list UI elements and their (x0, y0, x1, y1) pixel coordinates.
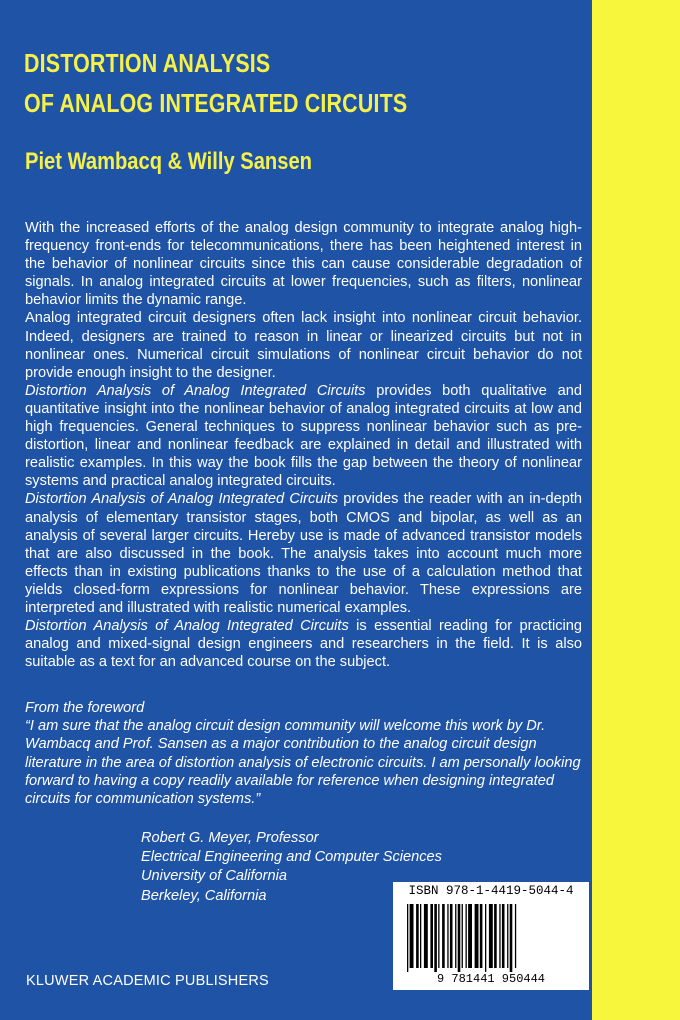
blurb-paragraph-2: Analog integrated circuit designers often lack insight into nonlinear circuit behavior. Indeed, designers are trained to reason in linear or linearized circuits but not in nonlinear ones. Numerical circuit simulations of nonlinear circuit behavior do not provide enough insight to the designer. (25, 310, 582, 381)
barcode-bar (442, 904, 445, 968)
barcode-bar (420, 904, 421, 968)
barcode-bar (438, 904, 439, 968)
barcode-bar (455, 904, 456, 968)
signature-location: Berkeley, California (141, 887, 267, 904)
barcode-bar (458, 904, 461, 972)
barcode-bar (485, 904, 486, 972)
blurb (25, 219, 582, 671)
blurb-paragraph-3 (25, 382, 582, 491)
barcode-bar (499, 904, 500, 968)
signature-department: Electrical Engineering and Computer Sciences (141, 849, 442, 866)
authors: Piet Wambacq & Willy Sansen (25, 148, 312, 175)
barcode-bar (410, 904, 414, 968)
barcode-bar (480, 904, 483, 968)
barcode-bar (468, 904, 472, 968)
blurb-paragraph-4 (25, 490, 582, 617)
publisher: KLUWER ACADEMIC PUBLISHERS (26, 973, 269, 989)
barcode-bar (515, 904, 516, 968)
barcode-bar (462, 904, 463, 968)
barcode-bar (430, 904, 433, 968)
barcode-bar (416, 904, 419, 968)
barcode-bars (393, 900, 589, 974)
yellow-spine-strip (592, 0, 680, 1020)
barcode-bar (502, 904, 505, 968)
blurb-text: provides both qualitative and quantitative insight into the nonlinear behavior of analog integrated circuits at low and high frequencies. General techniques to suppress nonlinear behavior such as pre-distortion, linear and nonlinear feedback are explained in detail and illustrated with realistic examples. In this way the book fills the gap between the theory of nonlinear systems and practical analog integrated circuits. (25, 382, 582, 490)
barcode-bar (434, 904, 437, 972)
barcode-bar (447, 904, 448, 968)
blurb-paragraph-5 (25, 617, 582, 671)
barcode (393, 900, 589, 990)
barcode-bar (494, 904, 497, 968)
signature-name: Robert G. Meyer, Professor (141, 830, 319, 846)
barcode-bar (407, 904, 408, 972)
barcode-digits: 9 781441 950444 (436, 972, 546, 986)
book-title-inline: Distortion Analysis of Analog Integrated Circuits (25, 382, 366, 399)
foreword-text: “I am sure that the analog circuit design community will welcome this work by Dr. Wambacq and Prof. Sansen as a major contribution to the analog circuit design literature in the area of distortion analysis of electronic circuits. I am personally looking forward to having a copy readily available for reference when designing integrated circuits for communication systems.” (25, 718, 581, 808)
book-title-inline: Distortion Analysis of Analog Integrated Circuits (25, 618, 349, 635)
title-line-1: DISTORTION ANALYSIS (24, 50, 271, 78)
barcode-bar (424, 904, 428, 968)
barcode-bar (507, 904, 508, 968)
barcode-bar (466, 904, 467, 968)
blurb-paragraph-1: With the increased efforts of the analog design community to integrate analog high-frequency front-ends for telecommunications, there has been heightened interest in the behavior of nonlinear circuits since this can cause considerable degradation of signals. In analog integrated circuits at lower frequencies, such as filters, nonlinear behavior limits the dynamic range. (25, 220, 582, 309)
title-line-2: OF ANALOG INTEGRATED CIRCUITS (24, 90, 408, 118)
book-title (24, 44, 478, 124)
barcode-bar (489, 904, 493, 968)
blurb-text: is essential reading for practicing analog and mixed-signal design engineers and researchers in the field. It is also suitable as a text for an advanced course on the subject. (25, 618, 582, 671)
book-title-inline: Distortion Analysis of Analog Integrated Circuits (25, 491, 339, 508)
isbn-label: ISBN 978-1-4419-5044-4 (393, 882, 589, 900)
blurb-text: provides the reader with an in-depth analysis of elementary transistor stages, both CMOS and bipolar, as well as an analysis of several larger circuits. Hereby use is made of advanced transistor models that are also discussed in the book. The analysis takes into account much more effects than in existing publications thanks to the use of a calculation method that yields closed-form expressions for nonlinear behavior. These expressions are interpreted and illustrated with realistic numerical examples. (25, 491, 582, 616)
barcode-bar (475, 904, 479, 968)
barcode-bar (450, 904, 453, 968)
foreword-heading: From the foreword (25, 700, 145, 716)
signature-university: University of California (141, 868, 287, 885)
foreword-quote (25, 699, 582, 808)
barcode-bar (510, 904, 513, 972)
